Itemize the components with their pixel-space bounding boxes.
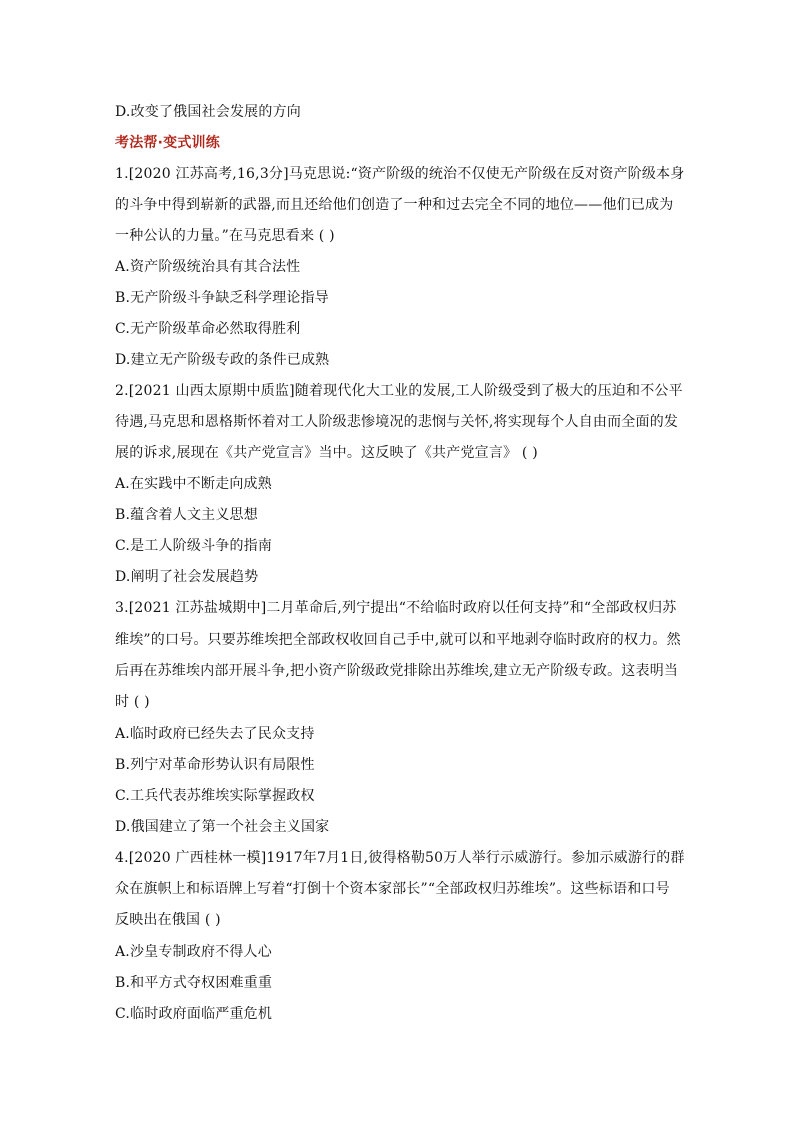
question-4-option-c: C.临时政府面临严重危机	[115, 1006, 273, 1022]
question-4-line-3: 反映出在俄国 ( )	[115, 912, 221, 928]
question-1-option-b: B.无产阶级斗争缺乏科学理论指导	[115, 290, 329, 306]
previous-option-d: D.改变了俄国社会发展的方向	[115, 104, 301, 120]
question-4-option-b: B.和平方式夺权困难重重	[115, 975, 273, 991]
question-3-option-c: C.工兵代表苏维埃实际掌握政权	[115, 788, 315, 804]
question-1-line-2: 的斗争中得到崭新的武器,而且还给他们创造了一种和过去完全不同的地位——他们已成为	[115, 197, 674, 213]
question-2-option-c: C.是工人阶级斗争的指南	[115, 538, 273, 554]
question-4-line-1: 4.[2020 广西桂林一模]1917年7月1日,彼得格勒50万人举行示威游行。参加示威游行的群	[115, 850, 685, 866]
question-3-option-d: D.俄国建立了第一个社会主义国家	[115, 819, 330, 835]
question-2-option-b: B.蕴含着人文主义思想	[115, 507, 258, 523]
question-3-line-3: 后再在苏维埃内部开展斗争,把小资产阶级政党排除出苏维埃,建立无产阶级专政。这表明当	[115, 663, 679, 679]
question-2-line-1: 2.[2021 山西太原期中质监]随着现代化大工业的发展,工人阶级受到了极大的压迫和不公平	[115, 383, 683, 399]
question-3-option-b: B.列宁对革命形势认识有局限性	[115, 757, 315, 773]
question-1-line-1: 1.[2020 江苏高考,16,3分]马克思说:“资产阶级的统治不仅使无产阶级在反对资产阶级本身	[115, 166, 685, 182]
question-3-line-4: 时 ( )	[115, 694, 150, 710]
question-1-option-c: C.无产阶级革命必然取得胜利	[115, 321, 301, 337]
question-4-option-a: A.沙皇专制政府不得人心	[115, 944, 272, 960]
question-2-option-d: D.阐明了社会发展趋势	[115, 569, 259, 585]
question-3-line-2: 维埃”的口号。只要苏维埃把全部政权收回自己手中,就可以和平地剥夺临时政府的权力。然	[115, 632, 681, 648]
question-4-line-2: 众在旗帜上和标语牌上写着“打倒十个资本家部长”“全部政权归苏维埃”。这些标语和口号	[115, 881, 670, 897]
question-2-line-3: 展的诉求,展现在《共产党宣言》当中。这反映了《共产党宣言》 ( )	[115, 445, 538, 461]
question-2-line-2: 待遇,马克思和恩格斯怀着对工人阶级悲惨境况的悲悯与关怀,将实现每个人自由而全面的发	[115, 414, 679, 430]
question-3-line-1: 3.[2021 江苏盐城期中]二月革命后,列宁提出“不给临时政府以任何支持”和“全部政权归苏	[115, 600, 677, 616]
section-title: 考法帮·变式训练	[115, 135, 220, 151]
question-1-option-d: D.建立无产阶级专政的条件已成熟	[115, 352, 330, 368]
question-2-option-a: A.在实践中不断走向成熟	[115, 476, 272, 492]
question-1-line-3: 一种公认的力量。”在马克思看来 ( )	[115, 228, 335, 244]
question-3-option-a: A.临时政府已经失去了民众支持	[115, 726, 315, 742]
question-1-option-a: A.资产阶级统治具有其合法性	[115, 259, 301, 275]
